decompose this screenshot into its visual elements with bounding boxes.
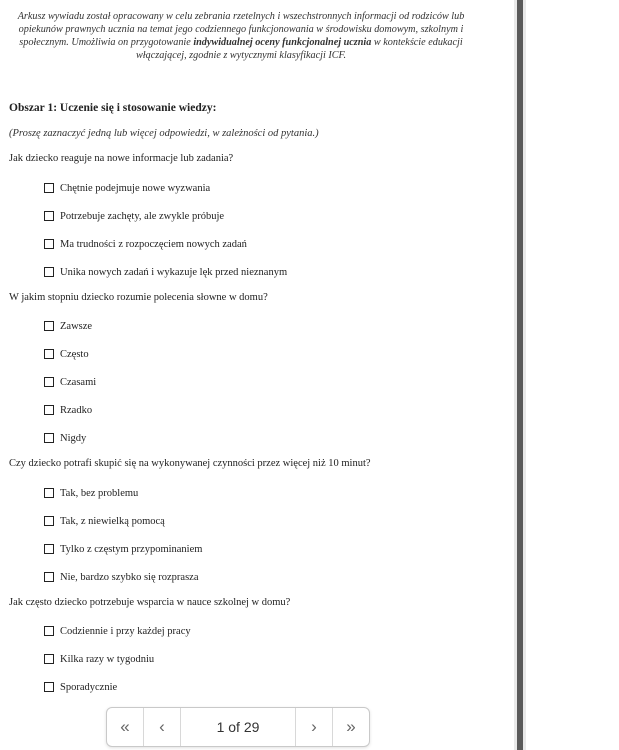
option-row[interactable] bbox=[44, 680, 117, 694]
checkbox[interactable] bbox=[44, 626, 54, 636]
side-panel bbox=[526, 0, 619, 750]
option-label: Sporadycznie bbox=[60, 681, 118, 693]
intro-text-end: w kontekście edukacji włączającej, zgodnie z wytycznymi klasyfikacji ICF. bbox=[135, 37, 463, 61]
checkbox[interactable] bbox=[44, 267, 54, 277]
checkbox[interactable] bbox=[44, 488, 54, 498]
option-row[interactable] bbox=[44, 347, 89, 361]
section-instruction: (Proszę zaznaczyć jedną lub więcej odpowiedzi, w zależności od pytania.) bbox=[9, 128, 319, 139]
option-label: Zawsze bbox=[60, 320, 93, 332]
last-page-button[interactable]: » bbox=[346, 717, 356, 736]
option-label: Często bbox=[60, 348, 89, 360]
option-label: Rzadko bbox=[60, 404, 93, 416]
checkbox[interactable] bbox=[44, 349, 54, 359]
intro-paragraph bbox=[6, 10, 476, 62]
prev-page-button[interactable]: ‹ bbox=[144, 708, 181, 746]
next-page-button[interactable]: › bbox=[296, 708, 333, 746]
option-row[interactable] bbox=[44, 375, 96, 389]
checkbox[interactable] bbox=[44, 377, 54, 387]
checkbox[interactable] bbox=[44, 682, 54, 692]
checkbox[interactable] bbox=[44, 572, 54, 582]
checkbox[interactable] bbox=[44, 544, 54, 554]
option-label: Czasami bbox=[60, 376, 97, 388]
first-page-button[interactable]: « bbox=[107, 708, 144, 746]
option-label: Nie, bardzo szybko się rozprasza bbox=[60, 571, 199, 583]
checkbox[interactable] bbox=[44, 654, 54, 664]
option-label: Chętnie podejmuje nowe wyzwania bbox=[60, 182, 211, 194]
intro-bold-text: indywidualnej oceny funkcjonalnej ucznia bbox=[193, 37, 372, 48]
option-label: Unika nowych zadań i wykazuje lęk przed nieznanym bbox=[60, 266, 288, 278]
option-label: Nigdy bbox=[60, 432, 87, 444]
option-row[interactable] bbox=[44, 431, 86, 445]
option-label: Tylko z częstym przypominaniem bbox=[60, 543, 203, 555]
option-row[interactable] bbox=[44, 265, 287, 279]
checkbox[interactable] bbox=[44, 321, 54, 331]
option-row[interactable] bbox=[44, 181, 210, 195]
checkbox[interactable] bbox=[44, 211, 54, 221]
option-row[interactable] bbox=[44, 570, 198, 584]
option-row[interactable] bbox=[44, 237, 247, 251]
question-3: Czy dziecko potrafi skupić się na wykonywanej czynności przez więcej niż 10 minut? bbox=[9, 458, 371, 469]
checkbox[interactable] bbox=[44, 239, 54, 249]
scrollbar-thumb[interactable] bbox=[517, 0, 523, 750]
option-row[interactable] bbox=[44, 486, 138, 500]
option-row[interactable] bbox=[44, 652, 154, 666]
vertical-scrollbar[interactable] bbox=[514, 0, 526, 750]
option-row[interactable] bbox=[44, 209, 224, 223]
page-indicator: 1 of 29 bbox=[181, 708, 296, 746]
checkbox[interactable] bbox=[44, 183, 54, 193]
checkbox[interactable] bbox=[44, 516, 54, 526]
checkbox[interactable] bbox=[44, 433, 54, 443]
question-2: W jakim stopniu dziecko rozumie polecenia słowne w domu? bbox=[9, 292, 268, 303]
page-navigator bbox=[106, 707, 370, 747]
option-row[interactable] bbox=[44, 624, 191, 638]
option-label: Tak, z niewielką pomocą bbox=[60, 515, 165, 527]
option-row[interactable] bbox=[44, 542, 202, 556]
option-label: Ma trudności z rozpoczęciem nowych zadań bbox=[60, 238, 247, 250]
option-label: Tak, bez problemu bbox=[60, 487, 139, 499]
option-label: Codziennie i przy każdej pracy bbox=[60, 625, 191, 637]
question-4: Jak często dziecko potrzebuje wsparcia w nauce szkolnej w domu? bbox=[9, 597, 291, 608]
checkbox[interactable] bbox=[44, 405, 54, 415]
option-label: Kilka razy w tygodniu bbox=[60, 653, 155, 665]
option-row[interactable] bbox=[44, 514, 165, 528]
question-1: Jak dziecko reaguje na nowe informacje lub zadania? bbox=[9, 153, 234, 164]
option-label: Potrzebuje zachęty, ale zwykle próbuje bbox=[60, 210, 225, 222]
option-row[interactable] bbox=[44, 319, 92, 333]
intro-text: Arkusz wywiadu został opracowany w celu zebrania rzetelnych i wszechstronnych informacji od rodziców lub opiekunów prawnych ucznia na temat jego codziennego funkcjonowania w środowisku domowym, szkolnym i społecznym. Umożliwia on przygotowanie bbox=[17, 11, 465, 48]
section-title: Obszar 1: Uczenie się i stosowanie wiedzy: bbox=[9, 102, 217, 114]
option-row[interactable] bbox=[44, 403, 92, 417]
